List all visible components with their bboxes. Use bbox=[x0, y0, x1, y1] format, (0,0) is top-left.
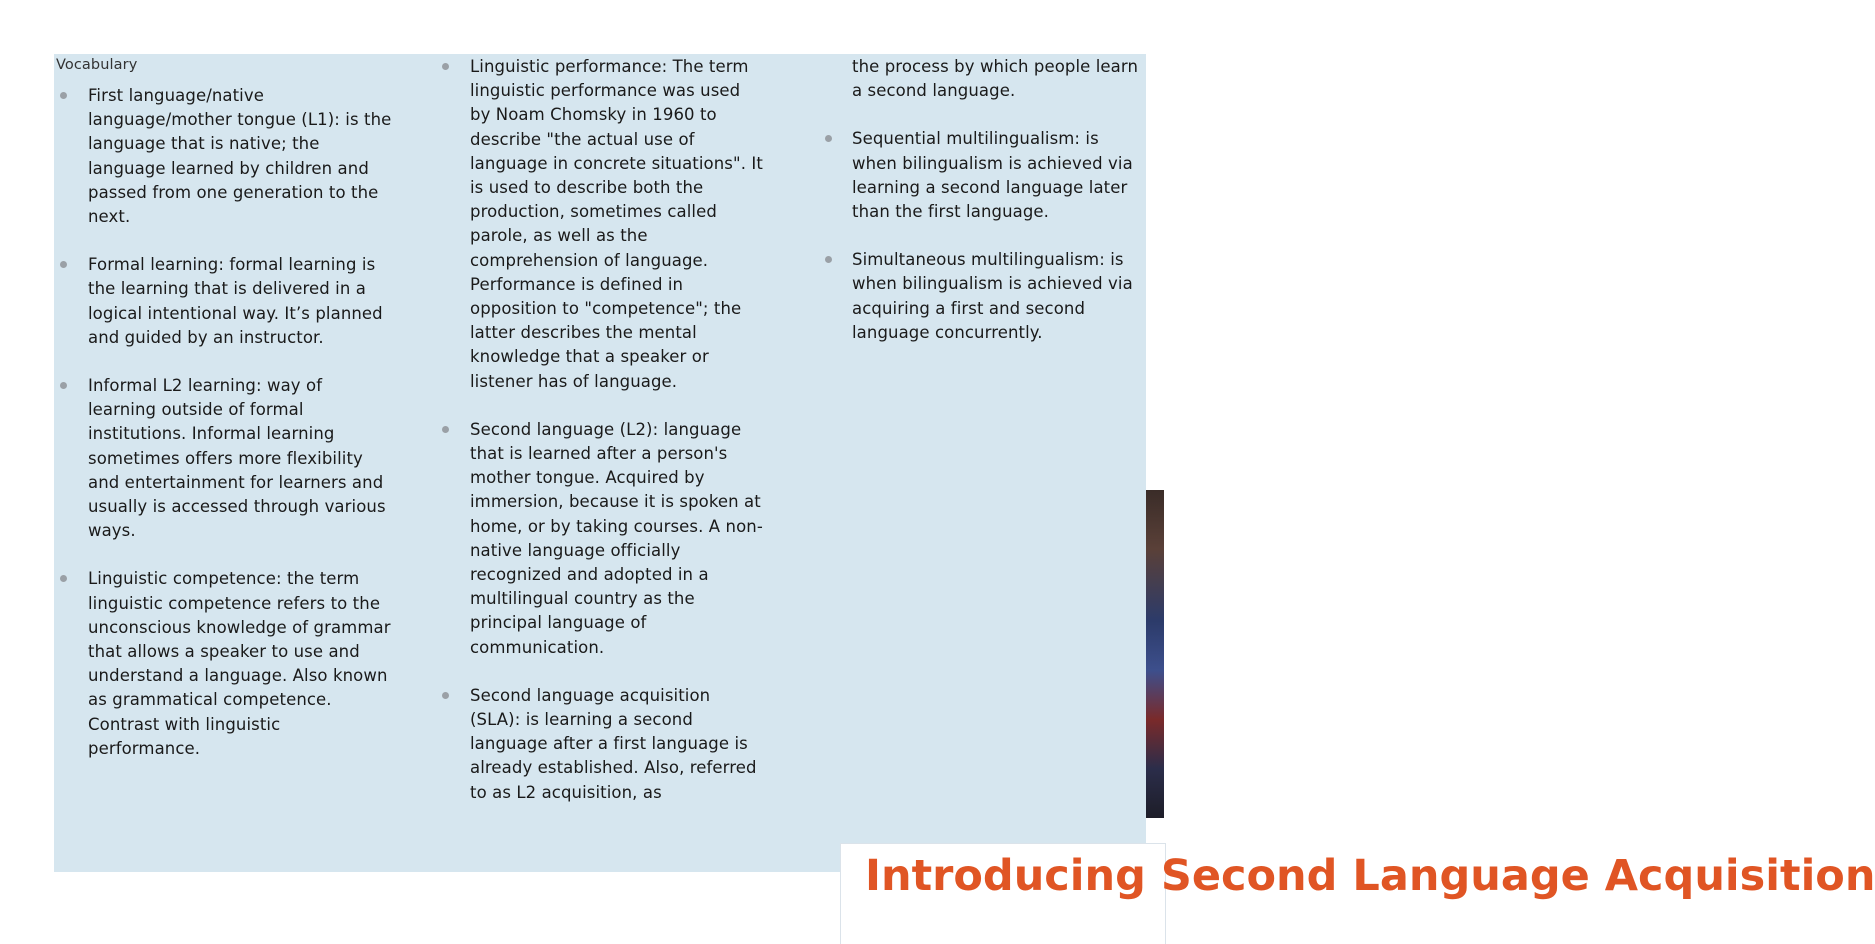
bullet-icon bbox=[60, 261, 67, 268]
cover-title: Introducing Second Language Acquisition bbox=[865, 851, 1875, 901]
bullet-icon bbox=[60, 575, 67, 582]
bullet-icon bbox=[60, 92, 67, 99]
bullet-icon bbox=[442, 63, 449, 70]
term-definition: Linguistic performance: The term linguistic performance was used by Noam Chomsky in 1960 to describe "the actual use of language in concrete situations". It is used to describe both the production, sometimes called parole, as well as the comprehension of language. Performance is defined in opposition to "competence"; the latter describes the mental knowledge that a speaker or listener has of language. bbox=[470, 57, 763, 391]
bullet-icon bbox=[825, 256, 832, 263]
list-item bbox=[54, 567, 394, 761]
vocabulary-panel bbox=[54, 54, 1146, 872]
term-definition: Second language acquisition (SLA): is learning a second language after a first language is already established. Also, referred to as L2 acquisition, as bbox=[470, 685, 757, 802]
vocabulary-column-2 bbox=[442, 54, 764, 829]
term-definition: Second language (L2): language that is learned after a person's mother tongue. Acquired by immersion, because it is spoken at home, or by taking courses. A non-native language officially recognized and adopted in a multilingual country as the principal language of communication. bbox=[470, 419, 763, 657]
term-definition: Sequential multilingualism: is when bilingualism is achieved via learning a second language later than the first language. bbox=[852, 129, 1133, 222]
list-item bbox=[442, 418, 764, 660]
bullet-icon bbox=[825, 135, 832, 142]
vocabulary-heading: Vocabulary bbox=[56, 57, 138, 73]
list-item bbox=[54, 374, 394, 543]
vocabulary-column-3 bbox=[824, 54, 1144, 369]
list-item bbox=[824, 127, 1144, 224]
list-item bbox=[824, 248, 1144, 345]
cover-title-box bbox=[840, 843, 1875, 944]
term-definition: Simultaneous multilingualism: is when bilingualism is achieved via acquiring a first and second language concurrently. bbox=[852, 250, 1133, 342]
list-item bbox=[442, 684, 764, 805]
bullet-icon bbox=[60, 382, 67, 389]
term-definition: Linguistic competence: the term linguistic competence refers to the unconscious knowledge of grammar that allows a speaker to use and understand a language. Also known as grammatical competence. Contrast with linguistic performance. bbox=[88, 569, 391, 758]
list-item bbox=[54, 84, 394, 229]
term-definition: First language/native language/mother tongue (L1): is the language that is native; the language learned by children and passed from one generation to the next. bbox=[88, 86, 392, 227]
vocabulary-column-1 bbox=[54, 54, 394, 785]
bullet-icon bbox=[442, 692, 449, 699]
bullet-icon bbox=[442, 426, 449, 433]
continued-definition: the process by which people learn a second language. bbox=[852, 57, 1139, 101]
term-definition: Formal learning: formal learning is the learning that is delivered in a logical intentional way. It’s planned and guided by an instructor. bbox=[88, 255, 383, 347]
list-item bbox=[54, 253, 394, 350]
term-definition: Informal L2 learning: way of learning outside of formal institutions. Informal learning sometimes offers more flexibility and entertainment for learners and usually is accessed through various ways. bbox=[88, 376, 386, 541]
list-item bbox=[442, 55, 764, 394]
